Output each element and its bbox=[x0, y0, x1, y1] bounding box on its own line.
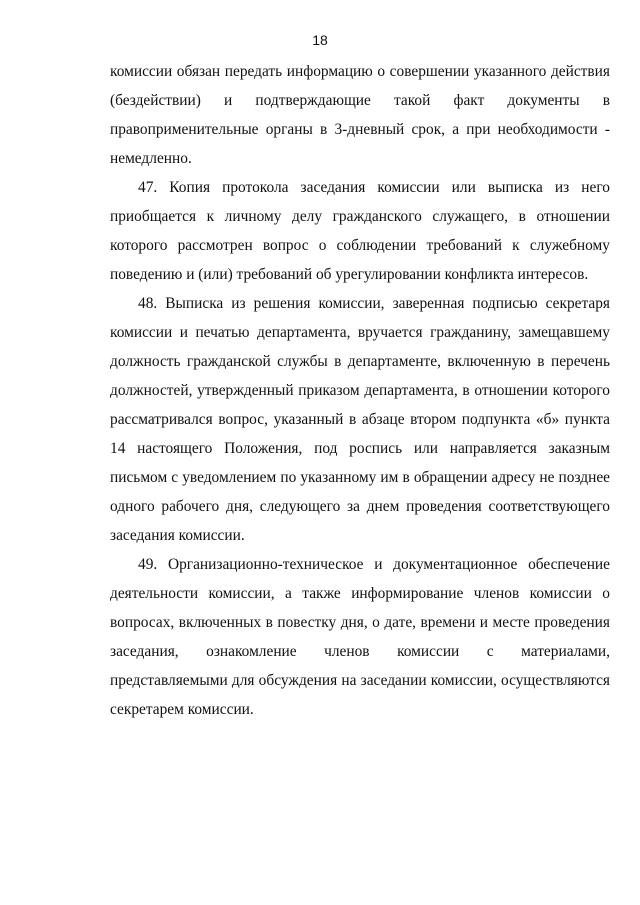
page-number: 18 bbox=[312, 32, 328, 48]
paragraph-continuation: комиссии обязан передать информацию о совершении указанного действия (бездействии) и подтверждающие такой факт документы в правоприменительные органы в 3-дневный срок, а при необходимости - немедленно. bbox=[110, 63, 610, 167]
document-body bbox=[110, 57, 610, 724]
paragraph-49: 49. Организационно-техническое и документационное обеспечение деятельности комиссии, а также информирование членов комиссии о вопросах, включенных в повестку дня, о дате, времени и месте проведения заседания, ознакомление членов комиссии с материалами, представляемыми для обсуждения на заседании комиссии, осуществляются секретарем комиссии. bbox=[110, 556, 610, 718]
paragraph-47: 47. Копия протокола заседания комиссии или выписка из него приобщается к личному делу гражданского служащего, в отношении которого рассмотрен вопрос о соблюдении требований к служебному поведению и (или) требований об урегулировании конфликта интересов. bbox=[110, 179, 610, 283]
paragraph-48: 48. Выписка из решения комиссии, заверенная подписью секретаря комиссии и печатью департамента, вручается гражданину, замещавшему должность гражданской службы в департаменте, включенную в перечень должностей, утвержденный приказом департамента, в отношении которого рассматривался вопрос, указанный в абзаце втором подпункта «б» пункта 14 настоящего Положения, под роспись или направляется заказным письмом с уведомлением по указанному им в обращении адресу не позднее одного рабочего дня, следующего за днем проведения соответствующего заседания комиссии. bbox=[110, 295, 610, 544]
